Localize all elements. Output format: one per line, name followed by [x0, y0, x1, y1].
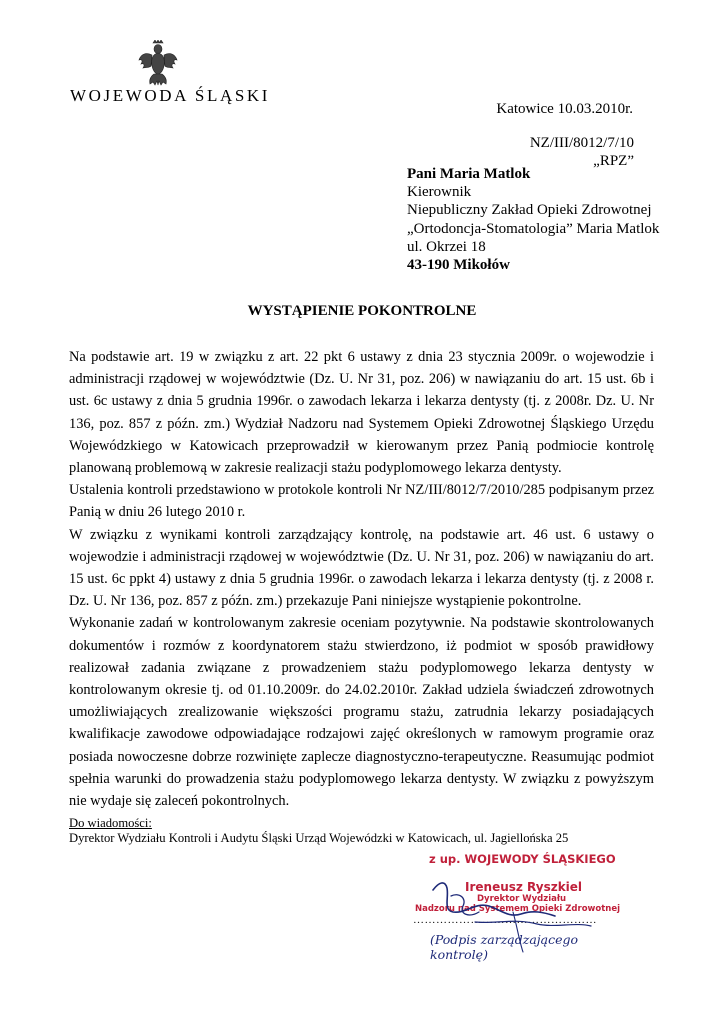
recipient-institution-line1: Niepubliczny Zakład Opieki Zdrowotnej [407, 202, 652, 219]
signature-caption: (Podpis zarządzającego kontrolę) [430, 932, 579, 962]
cc-header: Do wiadomości: [69, 816, 152, 830]
body-paragraph: Ustalenia kontroli przedstawiono w protokole kontroli Nr NZ/III/8012/7/2010/285 podpisanym przez Panią w dniu 26 lutego 2010 r. [69, 482, 654, 521]
place-date: Katowice 10.03.2010r. [496, 101, 633, 117]
stamp-signer-department: Nadzoru nad Systemem Opieki Zdrowotnej [415, 904, 621, 914]
body-paragraph: W związku z wynikami kontroli zarządzający kontrolę, na podstawie art. 46 ust. 6 ustawy o wojewodzie i administracji rządowej w województwie (Dz. U. Nr 31, poz. 206) w nawiązaniu do art. 15 ust. 6c ppkt 4) ustawy z dnia 5 grudnia 1996r. o zawodach lekarza i lekarza dentysty (tj. z 2008 r. Dz. U. Nr 136, poz. 857 z późn. zm.) przekazuje Pani niniejsze wystąpienie pokontrolne. [69, 526, 654, 610]
document-title: WYSTĄPIENIE POKONTROLNE [247, 303, 477, 319]
body-paragraph: Wykonanie zadań w kontrolowanym zakresie oceniam pozytywnie. Na podstawie skontrolowanych dokumentów i rozmów z koordynatorem stażu stwierdzono, iż podmiot w sposób prawidłowy realizował zadania związane z prowadzeniem stażu podyplomowego lekarza dentysty w kontrolowanym okresie tj. od 01.10.2009r. do 24.02.2010r. Zakład udziela świadczeń zdrowotnych umożliwiających zrealizowanie większości programu stażu, zatrudnia lekarzy posiadających kwalifikacje zawodowe odpowiadające rodzajowi zajęć określonych w ramowym programie oraz posiada nowoczesne dobrze rozwinięte zaplecze diagnostyczno-terapeutyczne. Reasumując podmiot spełnia warunki do prowadzenia stażu podyplomowego lekarza dentysty. W związku z powyższym nie wydaje się zaleceń pokontrolnych. [69, 615, 654, 810]
recipient-name: Pani Maria Matlok [407, 166, 531, 182]
handwritten-signature [405, 852, 620, 964]
stamp-title: z up. WOJEWODY ŚLĄSKIEGO [429, 852, 616, 866]
recipient-street: ul. Okrzei 18 [407, 238, 486, 255]
recipient-institution-line2: „Ortodoncja-Stomatologia” Maria Matlok [407, 220, 660, 237]
document-body [69, 346, 654, 812]
recipient-postal-city: 43-190 Mikołów [407, 257, 510, 274]
reference-code: „RPZ” [593, 153, 634, 169]
cc-recipient: Dyrektor Wydziału Kontroli i Audytu Śląski Urząd Wojewódzki w Katowicach, ul. Jagiellońska 25 [69, 830, 569, 845]
organization-name: WOJEWODA ŚLĄSKI [70, 86, 271, 105]
recipient-role: Kierownik [407, 184, 472, 201]
body-paragraph: Na podstawie art. 19 w związku z art. 22 pkt 6 ustawy z dnia 23 stycznia 2009r. o wojewodzie i administracji rządowej w województwie (Dz. U. Nr 31, poz. 206) w nawiązaniu do art. 15 ust. 6b i ust. 6c ustawy z dnia 5 grudnia 1996r. o zawodach lekarza i lekarza dentysty (tj. z 2008r. Dz. U. Nr 136, poz. 857 z późn. zm.) Wydział Nadzoru nad Systemem Opieki Zdrowotnej Śląskiego Urzędu Wojewódzkiego w Katowicach przeprowadził w kierowanym przez Panią podmiocie kontrolę planowaną problemową w zakresie realizacji stażu podyplomowego lekarza dentysty. [69, 349, 654, 477]
stamp-signer-role: Dyrektor Wydziału [477, 894, 567, 904]
reference-number: NZ/III/8012/7/10 [529, 135, 634, 151]
recipient-address [407, 165, 659, 274]
signature-stamp [405, 852, 620, 964]
polish-eagle-emblem-icon [138, 40, 178, 86]
stamp-signer-name: Ireneusz Ryszkiel [465, 880, 583, 894]
signature-line: ………………………………………… [413, 914, 597, 926]
cc-block [69, 816, 568, 845]
